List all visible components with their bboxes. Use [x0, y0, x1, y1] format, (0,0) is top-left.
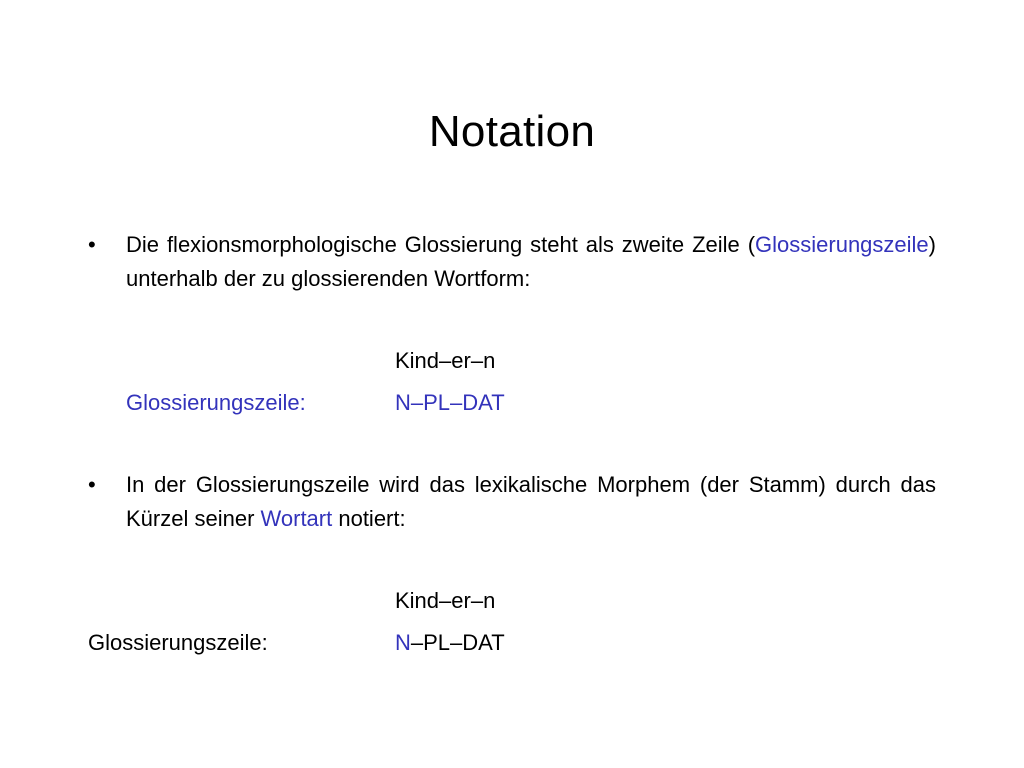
example2-gloss-label: Glossierungszeile:	[88, 630, 268, 655]
example2-wordform: Kind–er–n	[395, 588, 496, 613]
bullet-item-2	[88, 468, 936, 536]
example1-wordform: Kind–er–n	[395, 348, 496, 373]
bullet-text-2	[126, 468, 936, 536]
bullet-text-part: ) unterhalb der zu glossierenden Wortform:	[126, 232, 936, 291]
example2-gloss-rest: –PL–DAT	[410, 630, 505, 655]
example2-gloss-highlight: N	[395, 630, 411, 655]
bullet-item-1	[88, 228, 936, 296]
example1-gloss-label: Glossierungszeile:	[126, 390, 306, 415]
example1-gloss: N–PL–DAT	[395, 390, 505, 415]
example2-gloss	[395, 628, 505, 658]
slide-title: Notation	[428, 107, 596, 156]
bullet-text-1	[126, 228, 936, 296]
bullet-marker: •	[88, 232, 96, 257]
bullet-text-part: In der Glossierungszeile wird das lexikalische Morphem (der Stamm) durch das Kürzel seiner	[126, 472, 936, 531]
bullet-text-part: Die flexionsmorphologische Glossierung steht als zweite Zeile (	[126, 232, 756, 257]
bullet-marker: •	[88, 472, 96, 497]
term-wortart: Wortart	[260, 506, 333, 531]
term-glossierungszeile: Glossierungszeile	[755, 232, 929, 257]
bullet-text-part: notiert:	[332, 506, 406, 531]
